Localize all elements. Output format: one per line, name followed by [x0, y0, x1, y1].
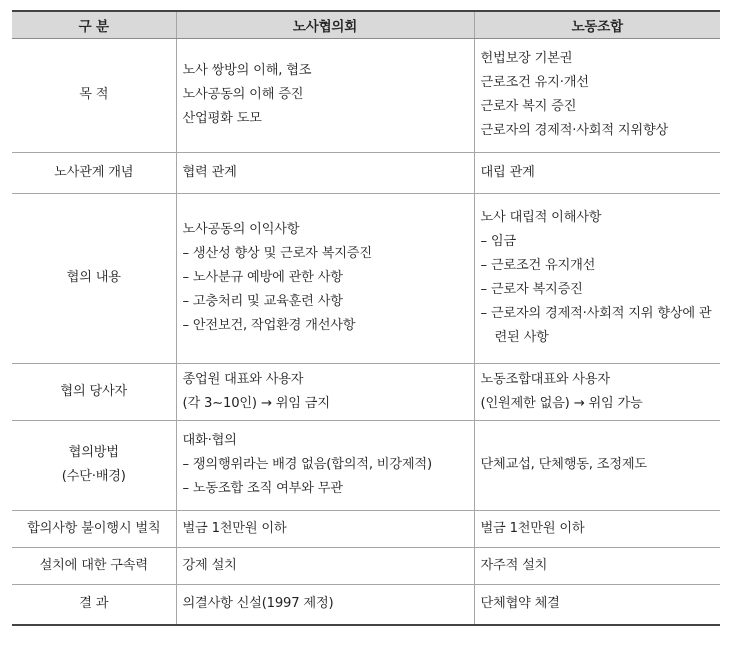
cell-line: 노사 쌍방의 이해, 협조 [182, 63, 312, 78]
cell-line: 자주적 설치 [480, 557, 548, 573]
labor-union-cell [474, 420, 720, 510]
header-labor-council: 노사협의회 [176, 11, 474, 38]
labor-council-cell [176, 584, 474, 625]
labor-union-cell [474, 510, 720, 547]
cell-line: 설치에 대한 구속력 [39, 557, 148, 573]
labor-union-cell [474, 584, 720, 625]
cell-line: 산업평화 도모 [182, 111, 262, 126]
table-row [12, 38, 720, 152]
cell-line: 근로자의 경제적·사회적 지위향상 [480, 123, 669, 138]
cell-line: 노사관계 개념 [54, 164, 134, 180]
labor-council-cell [176, 420, 474, 510]
cell-line: (수단·배경) [61, 469, 126, 484]
row-label-cell [12, 510, 176, 547]
header-category: 구 분 [12, 11, 176, 38]
labor-council-cell [176, 363, 474, 420]
cell-line: 노사 대립적 이해사항 [480, 210, 602, 225]
cell-line: – 근로조건 유지개선 [480, 258, 596, 273]
labor-union-cell [474, 547, 720, 584]
cell-line: 헌법보장 기본권 [480, 51, 573, 66]
labor-union-cell [474, 152, 720, 193]
cell-line: (각 3∼10인) → 위임 금지 [182, 395, 330, 411]
table-row [12, 547, 720, 584]
cell-line: 노사공동의 이해 증진 [182, 87, 304, 102]
table-row [12, 584, 720, 625]
cell-line: – 임금 [480, 234, 516, 249]
cell-line: – 노사분규 예방에 관한 사항 [182, 270, 343, 285]
cell-line: 협력 관계 [182, 164, 237, 180]
labor-council-cell [176, 38, 474, 152]
cell-line: 벌금 1천만원 이하 [480, 520, 585, 536]
cell-line: 의결사항 신설(1997 제정) [182, 596, 334, 612]
table-header [12, 11, 720, 38]
labor-council-cell [176, 152, 474, 193]
cell-line: – 근로자 복지증진 [480, 282, 583, 297]
cell-line: 대화·협의 [182, 433, 237, 448]
cell-line: – 쟁의행위라는 배경 없음(합의적, 비강제적) [182, 457, 432, 472]
table-row [12, 363, 720, 420]
header-row [12, 11, 720, 38]
cell-line: 강제 설치 [182, 557, 237, 573]
cell-line: 대립 관계 [480, 164, 535, 180]
row-label-cell [12, 547, 176, 584]
comparison-table [12, 10, 720, 626]
header-labor-union: 노동조합 [474, 11, 720, 38]
labor-union-cell [474, 38, 720, 152]
labor-council-cell [176, 547, 474, 584]
labor-council-cell [176, 510, 474, 547]
row-label-cell [12, 152, 176, 193]
row-label-cell [12, 363, 176, 420]
cell-line: 협의 내용 [66, 270, 121, 285]
table-body [12, 38, 720, 625]
row-label-cell [12, 420, 176, 510]
labor-council-cell [176, 193, 474, 363]
cell-line: – 고충처리 및 교육훈련 사항 [182, 294, 343, 309]
row-label-cell [12, 38, 176, 152]
cell-line: 단체교섭, 단체행동, 조정제도 [480, 457, 647, 472]
cell-line: 노사공동의 이익사항 [182, 222, 300, 237]
row-label-cell [12, 193, 176, 363]
row-label-cell [12, 584, 176, 625]
cell-line: – 생산성 향상 및 근로자 복지증진 [182, 246, 372, 261]
cell-line: 단체협약 체결 [480, 596, 560, 612]
cell-line: – 근로자의 경제적·사회적 지위 향상에 관련된 사항 [480, 306, 712, 345]
labor-union-cell [474, 363, 720, 420]
table-row [12, 152, 720, 193]
labor-union-cell [474, 193, 720, 363]
table-row [12, 420, 720, 510]
cell-line: 협의방법 [68, 445, 119, 460]
cell-line: 합의사항 불이행시 벌칙 [27, 520, 161, 536]
cell-line: 노동조합대표와 사용자 [480, 371, 610, 387]
cell-line: 근로자 복지 증진 [480, 99, 577, 114]
table-row [12, 193, 720, 363]
cell-line: 결 과 [79, 596, 109, 612]
cell-line: 근로조건 유지·개선 [480, 75, 589, 90]
cell-line: (인원제한 없음) → 위임 가능 [480, 395, 643, 411]
cell-line: 종업원 대표와 사용자 [182, 371, 304, 387]
cell-line: – 노동조합 조직 여부와 무관 [182, 481, 343, 496]
cell-line: 벌금 1천만원 이하 [182, 520, 287, 536]
table-row [12, 510, 720, 547]
cell-line: 협의 당사자 [60, 383, 128, 399]
cell-line: 목 적 [79, 87, 109, 102]
cell-line: – 안전보건, 작업환경 개선사항 [182, 318, 356, 333]
